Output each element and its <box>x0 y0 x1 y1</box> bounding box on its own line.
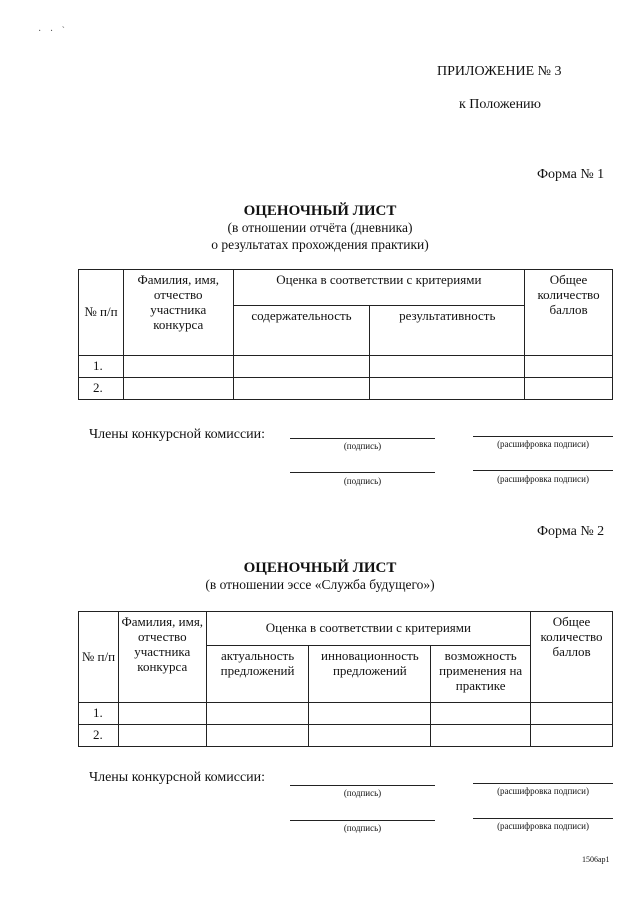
decoding-line <box>473 818 613 819</box>
signature-line <box>290 785 435 786</box>
form2-commission-label: Члены конкурсной комиссии: <box>89 770 266 785</box>
decoding-caption: (расшифровка подписи) <box>497 821 589 831</box>
col-number-header: № п/п <box>79 612 119 703</box>
table-row <box>79 378 613 400</box>
empty-cell[interactable] <box>206 703 309 725</box>
form2-title: ОЦЕНОЧНЫЙ ЛИСТ <box>243 560 397 576</box>
scan-marks: · · ˋ <box>38 26 68 37</box>
appendix-label: ПРИЛОЖЕНИЕ № 3 <box>437 64 562 79</box>
signature-caption: (подпись) <box>343 788 382 798</box>
decoding-line <box>473 470 613 471</box>
col-total-header: Общее количество баллов <box>531 612 613 703</box>
signature-caption: (подпись) <box>343 441 382 451</box>
empty-cell[interactable] <box>118 725 206 747</box>
criterion-cell: возможность применения на практике <box>431 646 531 703</box>
row-number: 1. <box>79 703 119 725</box>
table-row <box>79 356 613 378</box>
criterion-cell: инновационность предложений <box>309 646 431 703</box>
empty-cell[interactable] <box>531 725 613 747</box>
form1-commission-label: Члены конкурсной комиссии: <box>89 427 266 442</box>
form1-label: Форма № 1 <box>537 167 605 182</box>
empty-cell[interactable] <box>431 725 531 747</box>
empty-cell[interactable] <box>525 356 613 378</box>
decoding-caption: (расшифровка подписи) <box>497 474 589 484</box>
table-row <box>79 703 613 725</box>
empty-cell[interactable] <box>233 356 370 378</box>
form1-subtitle-line2: о результатах прохождения практики) <box>211 237 429 252</box>
criterion-cell: содержательность <box>233 306 370 356</box>
form1-subtitle-line1: (в отношении отчёта (дневника) <box>227 220 413 235</box>
col-name-header: Фамилия, имя, отчество участника конкурса <box>118 612 206 703</box>
empty-cell[interactable] <box>309 703 431 725</box>
row-number: 1. <box>79 356 124 378</box>
decoding-line <box>473 783 613 784</box>
criterion-cell: результативность <box>370 306 525 356</box>
empty-cell[interactable] <box>370 378 525 400</box>
criterion-cell: актуальность предложений <box>206 646 309 703</box>
empty-cell[interactable] <box>123 356 233 378</box>
empty-cell[interactable] <box>525 378 613 400</box>
col-total-header: Общее количество баллов <box>525 270 613 356</box>
empty-cell[interactable] <box>233 378 370 400</box>
empty-cell[interactable] <box>123 378 233 400</box>
empty-cell[interactable] <box>309 725 431 747</box>
form2-label: Форма № 2 <box>537 524 605 539</box>
footer-code: 1506ар1 <box>582 855 610 864</box>
regulation-label: к Положению <box>459 97 542 112</box>
empty-cell[interactable] <box>206 725 309 747</box>
signature-line <box>290 472 435 473</box>
empty-cell[interactable] <box>118 703 206 725</box>
form2-table <box>78 611 613 747</box>
col-criteria-header: Оценка в соответствии с критериями <box>233 270 525 306</box>
decoding-caption: (расшифровка подписи) <box>497 786 589 796</box>
col-criteria-header: Оценка в соответствии с критериями <box>206 612 530 646</box>
empty-cell[interactable] <box>431 703 531 725</box>
signature-line <box>290 438 435 439</box>
row-number: 2. <box>79 378 124 400</box>
signature-caption: (подпись) <box>343 823 382 833</box>
empty-cell[interactable] <box>531 703 613 725</box>
row-number: 2. <box>79 725 119 747</box>
decoding-caption: (расшифровка подписи) <box>497 439 589 449</box>
table-row <box>79 725 613 747</box>
decoding-line <box>473 436 613 437</box>
form1-table <box>78 269 613 400</box>
form1-title: ОЦЕНОЧНЫЙ ЛИСТ <box>243 203 397 219</box>
col-name-header: Фамилия, имя, отчество участника конкурса <box>123 270 233 356</box>
col-number-header: № п/п <box>79 270 124 356</box>
empty-cell[interactable] <box>370 356 525 378</box>
signature-line <box>290 820 435 821</box>
form2-subtitle-line1: (в отношении эссе «Служба будущего») <box>205 577 435 592</box>
signature-caption: (подпись) <box>343 476 382 486</box>
